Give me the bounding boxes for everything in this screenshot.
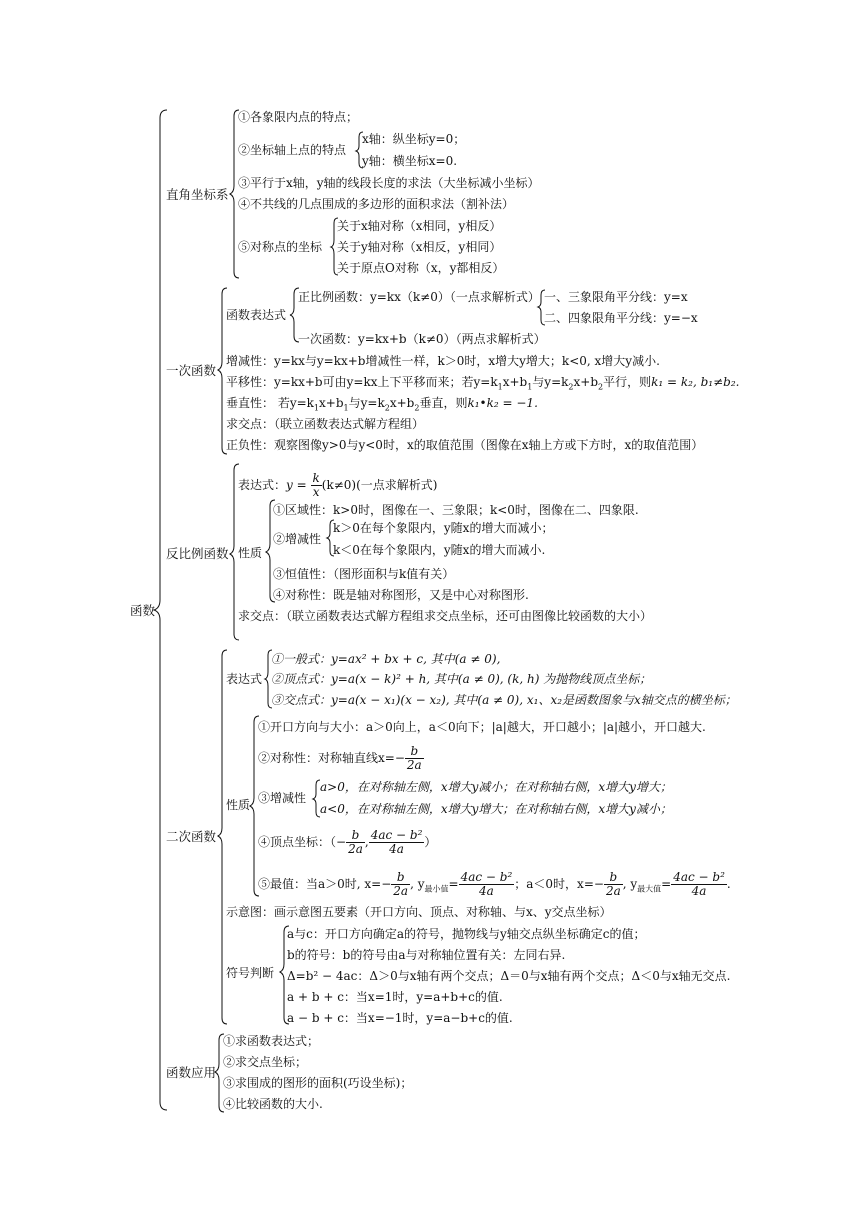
quadratic-e1: ①一般式：y=ax² + bx + c, 其中(a ≠ 0),: [271, 652, 501, 666]
quadratic-p3a: a>0，在对称轴左侧，x增大y减小；在对称轴右侧，x增大y增大；: [320, 780, 672, 794]
quadratic-p3b: a<0，在对称轴左侧，x增大y增大；在对称轴右侧，x增大y减小；: [320, 802, 672, 816]
quadratic-p2: ②对称性：对称轴直线x=− $\frac{b}{2a}$: [258, 744, 422, 772]
root-label: 函数: [130, 603, 156, 618]
coord-item-1: ①各象限内点的特点；: [238, 110, 359, 124]
coord-item-2a: x轴：纵坐标y=0；: [362, 132, 466, 146]
coord-item-5b: 关于y轴对称（x相反，y相同）: [337, 240, 502, 254]
linear-parallel: 平移性：y=kx+b可由y=kx上下平移而来；若$y=k_1x+b_1$与$y=k_2x+b_2$平行，则k₁ = k₂, b₁≠b₂.: [226, 375, 740, 392]
coord-item-5: ⑤对称点的坐标: [238, 240, 323, 254]
inverse-p3: ③恒值性：（图形面积与k值有关）: [273, 567, 455, 581]
coord-item-5c: 关于原点O对称（x，y都相反）: [337, 261, 505, 275]
quadratic-e3: ③交点式：y=a(x − x₁)(x − x₂), 其中(a ≠ 0), x₁、x₂是函数图象与x轴交点的横坐标；: [271, 693, 737, 707]
quadratic-diagram: 示意图：画示意图五要素（开口方向、顶点、对称轴、与x、y交点坐标）: [226, 905, 612, 919]
coord-item-3: ③平行于x轴，y轴的线段长度的求法（大坐标减小坐标）: [238, 176, 540, 190]
quadratic-expr-label: 表达式: [226, 672, 263, 686]
inverse-intersection: 求交点：（联立函数表达式解方程组求交点坐标，还可由图像比较函数的大小）: [238, 609, 653, 623]
quadratic-g4: a + b + c：当x=1时，y=a+b+c的值.: [287, 990, 503, 1004]
quadratic-g1: a与c：开口方向确定a的符号，抛物线与y轴交点纵坐标确定c的值；: [287, 927, 646, 941]
inverse-p2a: k＞0在每个象限内，y随x的增大而减小；: [333, 521, 554, 535]
coord-item-5a: 关于x轴对称（x相同，y相反）: [337, 219, 502, 233]
coord-item-4: ④不共线的几点围成的多边形的面积求法（割补法）: [238, 197, 515, 211]
inverse-expr: 表达式：y = $\frac{k}{x}$ (k≠0)(一点求解析式): [238, 471, 438, 499]
coord-item-2b: y轴：横坐标x=0.: [362, 154, 458, 168]
quadratic-prop-label: 性质: [226, 798, 251, 812]
quadratic-p3: ③增减性: [258, 791, 307, 805]
quadratic-g5: a − b + c：当x=−1时，y=a−b+c的值.: [287, 1011, 513, 1025]
linear-perpendicular: 垂直性： 若$y=k_1x+b_1$与$y=k_2x+b_2$垂直，则k₁•k₂ = −1.: [226, 396, 538, 413]
s4-p3-bracket: [313, 780, 320, 817]
linear-increase: 增减性：y=kx与y=kx+b增减性一样，k＞0时，x增大y增大；k<0, x增大y减小.: [226, 354, 660, 368]
root-bracket: [154, 110, 167, 1110]
coord-system-label: 直角坐标系: [166, 187, 229, 202]
quadratic-e2: ②顶点式：y=a(x − k)² + h, 其中(a ≠ 0), (k, h) 为抛物线顶点坐标；: [271, 672, 652, 686]
linear-e1a: 一、三象限角平分线：y=x: [544, 290, 688, 304]
linear-e2: 一次函数：y=kx+b（k≠0）（两点求解析式）: [298, 332, 546, 346]
quadratic-p1: ①开口方向与大小：a＞0向上，a＜0向下；|a|越大，开口越小；|a|越小，开口越大.: [258, 720, 706, 734]
inverse-p4: ④对称性：既是轴对称图形，又是中心对称图形.: [273, 588, 529, 602]
linear-e1b: 二、四象限角平分线：y=−x: [544, 311, 698, 325]
application-a4: ④比较函数的大小.: [223, 1097, 323, 1111]
quadratic-p4: ④顶点坐标：（− $\frac{b}{2a}$ , $\frac{\text{4ac − b²}}{4a}$ ）: [258, 828, 437, 856]
linear-expr-label: 函数表达式: [226, 308, 287, 322]
linear-sign: 正负性：观察图像y>0与y<0时，x的取值范围（图像在x轴上方或下方时，x的取值范围）: [226, 438, 704, 452]
linear-label: 一次函数: [166, 363, 217, 378]
quadratic-p5: ⑤最值：当a＞0时, x=− $\frac{b}{2a}$ , $y_{最小值}=$ $\frac{\text{4ac − b²}}{4a}$ ；a＜0时，x=− $\frac{b}{2a}$ , $y_{最大值}=$ $\frac{\text{4ac − b²}}{4a}$ .: [258, 870, 731, 898]
quadratic-sign-label: 符号判断: [226, 966, 275, 980]
inverse-p1: ①区域性：k>0时，图像在一、三象限；k<0时，图像在二、四象限.: [273, 503, 639, 517]
coord-item-2: ②坐标轴上点的特点: [238, 143, 347, 157]
inverse-label: 反比例函数: [166, 546, 229, 561]
application-a1: ①求函数表达式；: [223, 1034, 320, 1048]
application-a3: ③求围成的图形的面积(巧设坐标)；: [223, 1076, 413, 1090]
inverse-p2: ②增减性: [273, 532, 322, 546]
inverse-prop-label: 性质: [238, 546, 263, 560]
quadratic-g3: Δ=b² − 4ac：Δ＞0与x轴有两个交点；Δ＝0与x轴有两个交点；Δ＜0与x轴无交点.: [287, 969, 731, 983]
application-a2: ②求交点坐标；: [223, 1055, 308, 1069]
inverse-p2b: k＜0在每个象限内，y随x的增大而减小.: [333, 543, 546, 557]
linear-e1: 正比例函数：y=kx（k≠0）（一点求解析式）: [298, 290, 540, 304]
application-label: 函数应用: [166, 1065, 217, 1080]
linear-intersection: 求交点：（联立函数表达式解方程组）: [226, 417, 425, 431]
quadratic-label: 二次函数: [166, 829, 217, 844]
quadratic-g2: b的符号：b的符号由a与对称轴位置有关：左同右异.: [287, 948, 566, 962]
